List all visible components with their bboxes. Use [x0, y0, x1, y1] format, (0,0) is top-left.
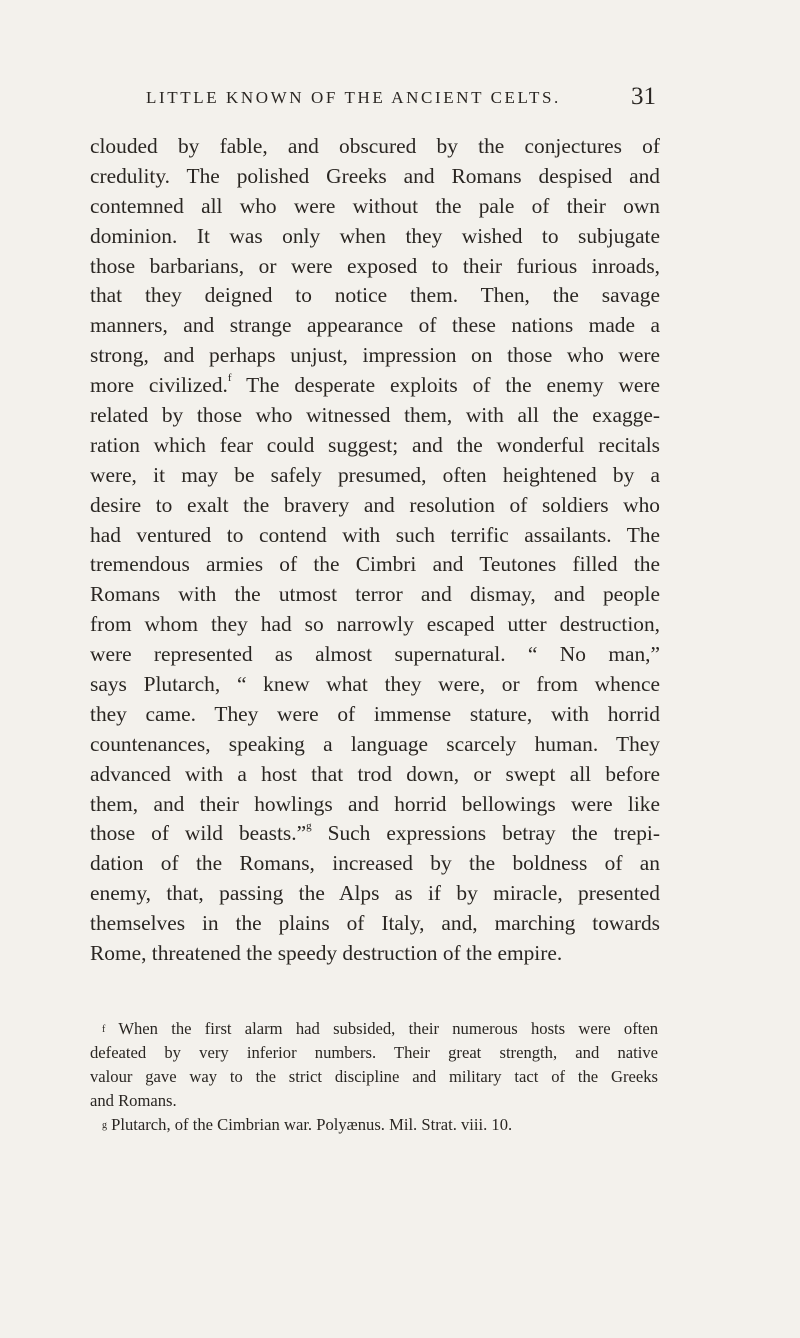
footnote-f-line	[90, 1017, 658, 1041]
footnote-text: When the first alarm had subsided, their numerous hosts were often	[118, 1019, 658, 1038]
text-line: dominion. It was only when they wished to subjugate	[90, 223, 660, 248]
footnote-g-line	[90, 1113, 658, 1137]
text-line: advanced with a host that trod down, or swept all before	[90, 761, 660, 786]
footnote-f-line: valour gave way to the strict discipline and military tact of the Greeks	[90, 1066, 658, 1086]
footnote-mark-g: g	[102, 1119, 107, 1131]
footnotes	[90, 1017, 658, 1136]
page-header	[146, 83, 656, 118]
page-number: 31	[631, 83, 656, 110]
footnote-text: Plutarch, of the Cimbrian war. Polyænus. Mil. Strat. viii. 10.	[111, 1114, 513, 1134]
text-line: credulity. The polished Greeks and Romans despised and	[90, 163, 660, 188]
text-line: manners, and strange appearance of these nations made a	[90, 313, 660, 338]
text-line: they came. They were of immense stature, with horrid	[90, 701, 660, 726]
footnote-ref-g[interactable]: g	[306, 820, 312, 833]
text-line: themselves in the plains of Italy, and, marching towards	[90, 911, 660, 936]
text-line: contemned all who were without the pale of their own	[90, 193, 660, 218]
text-line: clouded by fable, and obscured by the conjectures of	[90, 134, 660, 158]
text-line: ration which fear could suggest; and the wonderful recitals	[90, 432, 660, 457]
text-line	[90, 819, 660, 849]
footnote-ref-f[interactable]: f	[227, 372, 232, 385]
text-line: enemy, that, passing the Alps as if by miracle, presented	[90, 881, 660, 906]
text-line: were, it may be safely presumed, often heightened by a	[90, 462, 660, 487]
text-line: Rome, threatened the speedy destruction of the empire.	[90, 941, 563, 966]
text-line: countenances, speaking a language scarcely human. They	[90, 731, 660, 756]
footnote-f-line: and Romans.	[90, 1090, 177, 1110]
text-line: had ventured to contend with such terrific assailants. The	[90, 522, 660, 547]
text-line: related by those who witnessed them, with all the exagge-	[90, 403, 660, 428]
text-line: Romans with the utmost terror and dismay, and people	[90, 582, 660, 607]
text-segment: Such expressions betray the trepi-	[327, 821, 660, 846]
text-line: strong, and perhaps unjust, impression on those who were	[90, 343, 660, 368]
text-segment: those of wild beasts.”	[90, 821, 307, 846]
text-line: says Plutarch, “ knew what they were, or from whence	[90, 672, 660, 697]
main-text	[90, 132, 660, 969]
footnote-f-line: defeated by very inferior numbers. Their great strength, and native	[90, 1042, 658, 1062]
text-line: were represented as almost supernatural. “ No man,”	[90, 642, 660, 667]
text-line: desire to exalt the bravery and resolution of soldiers who	[90, 492, 660, 517]
text-line: that they deigned to notice them. Then, the savage	[90, 283, 660, 308]
footnote-mark-f: f	[102, 1024, 106, 1035]
text-segment: The desperate exploits of the enemy were	[246, 373, 661, 398]
running-head: LITTLE KNOWN OF THE ANCIENT CELTS.	[146, 88, 561, 107]
text-line: from whom they had so narrowly escaped utter destruction,	[90, 612, 660, 637]
text-line	[90, 371, 660, 401]
text-line: tremendous armies of the Cimbri and Teutones filled the	[90, 552, 660, 577]
text-line: dation of the Romans, increased by the boldness of an	[90, 851, 660, 876]
text-line: them, and their howlings and horrid bellowings were like	[90, 791, 660, 816]
text-segment: more civilized.	[90, 373, 228, 398]
text-line: those barbarians, or were exposed to their furious inroads,	[90, 253, 660, 278]
